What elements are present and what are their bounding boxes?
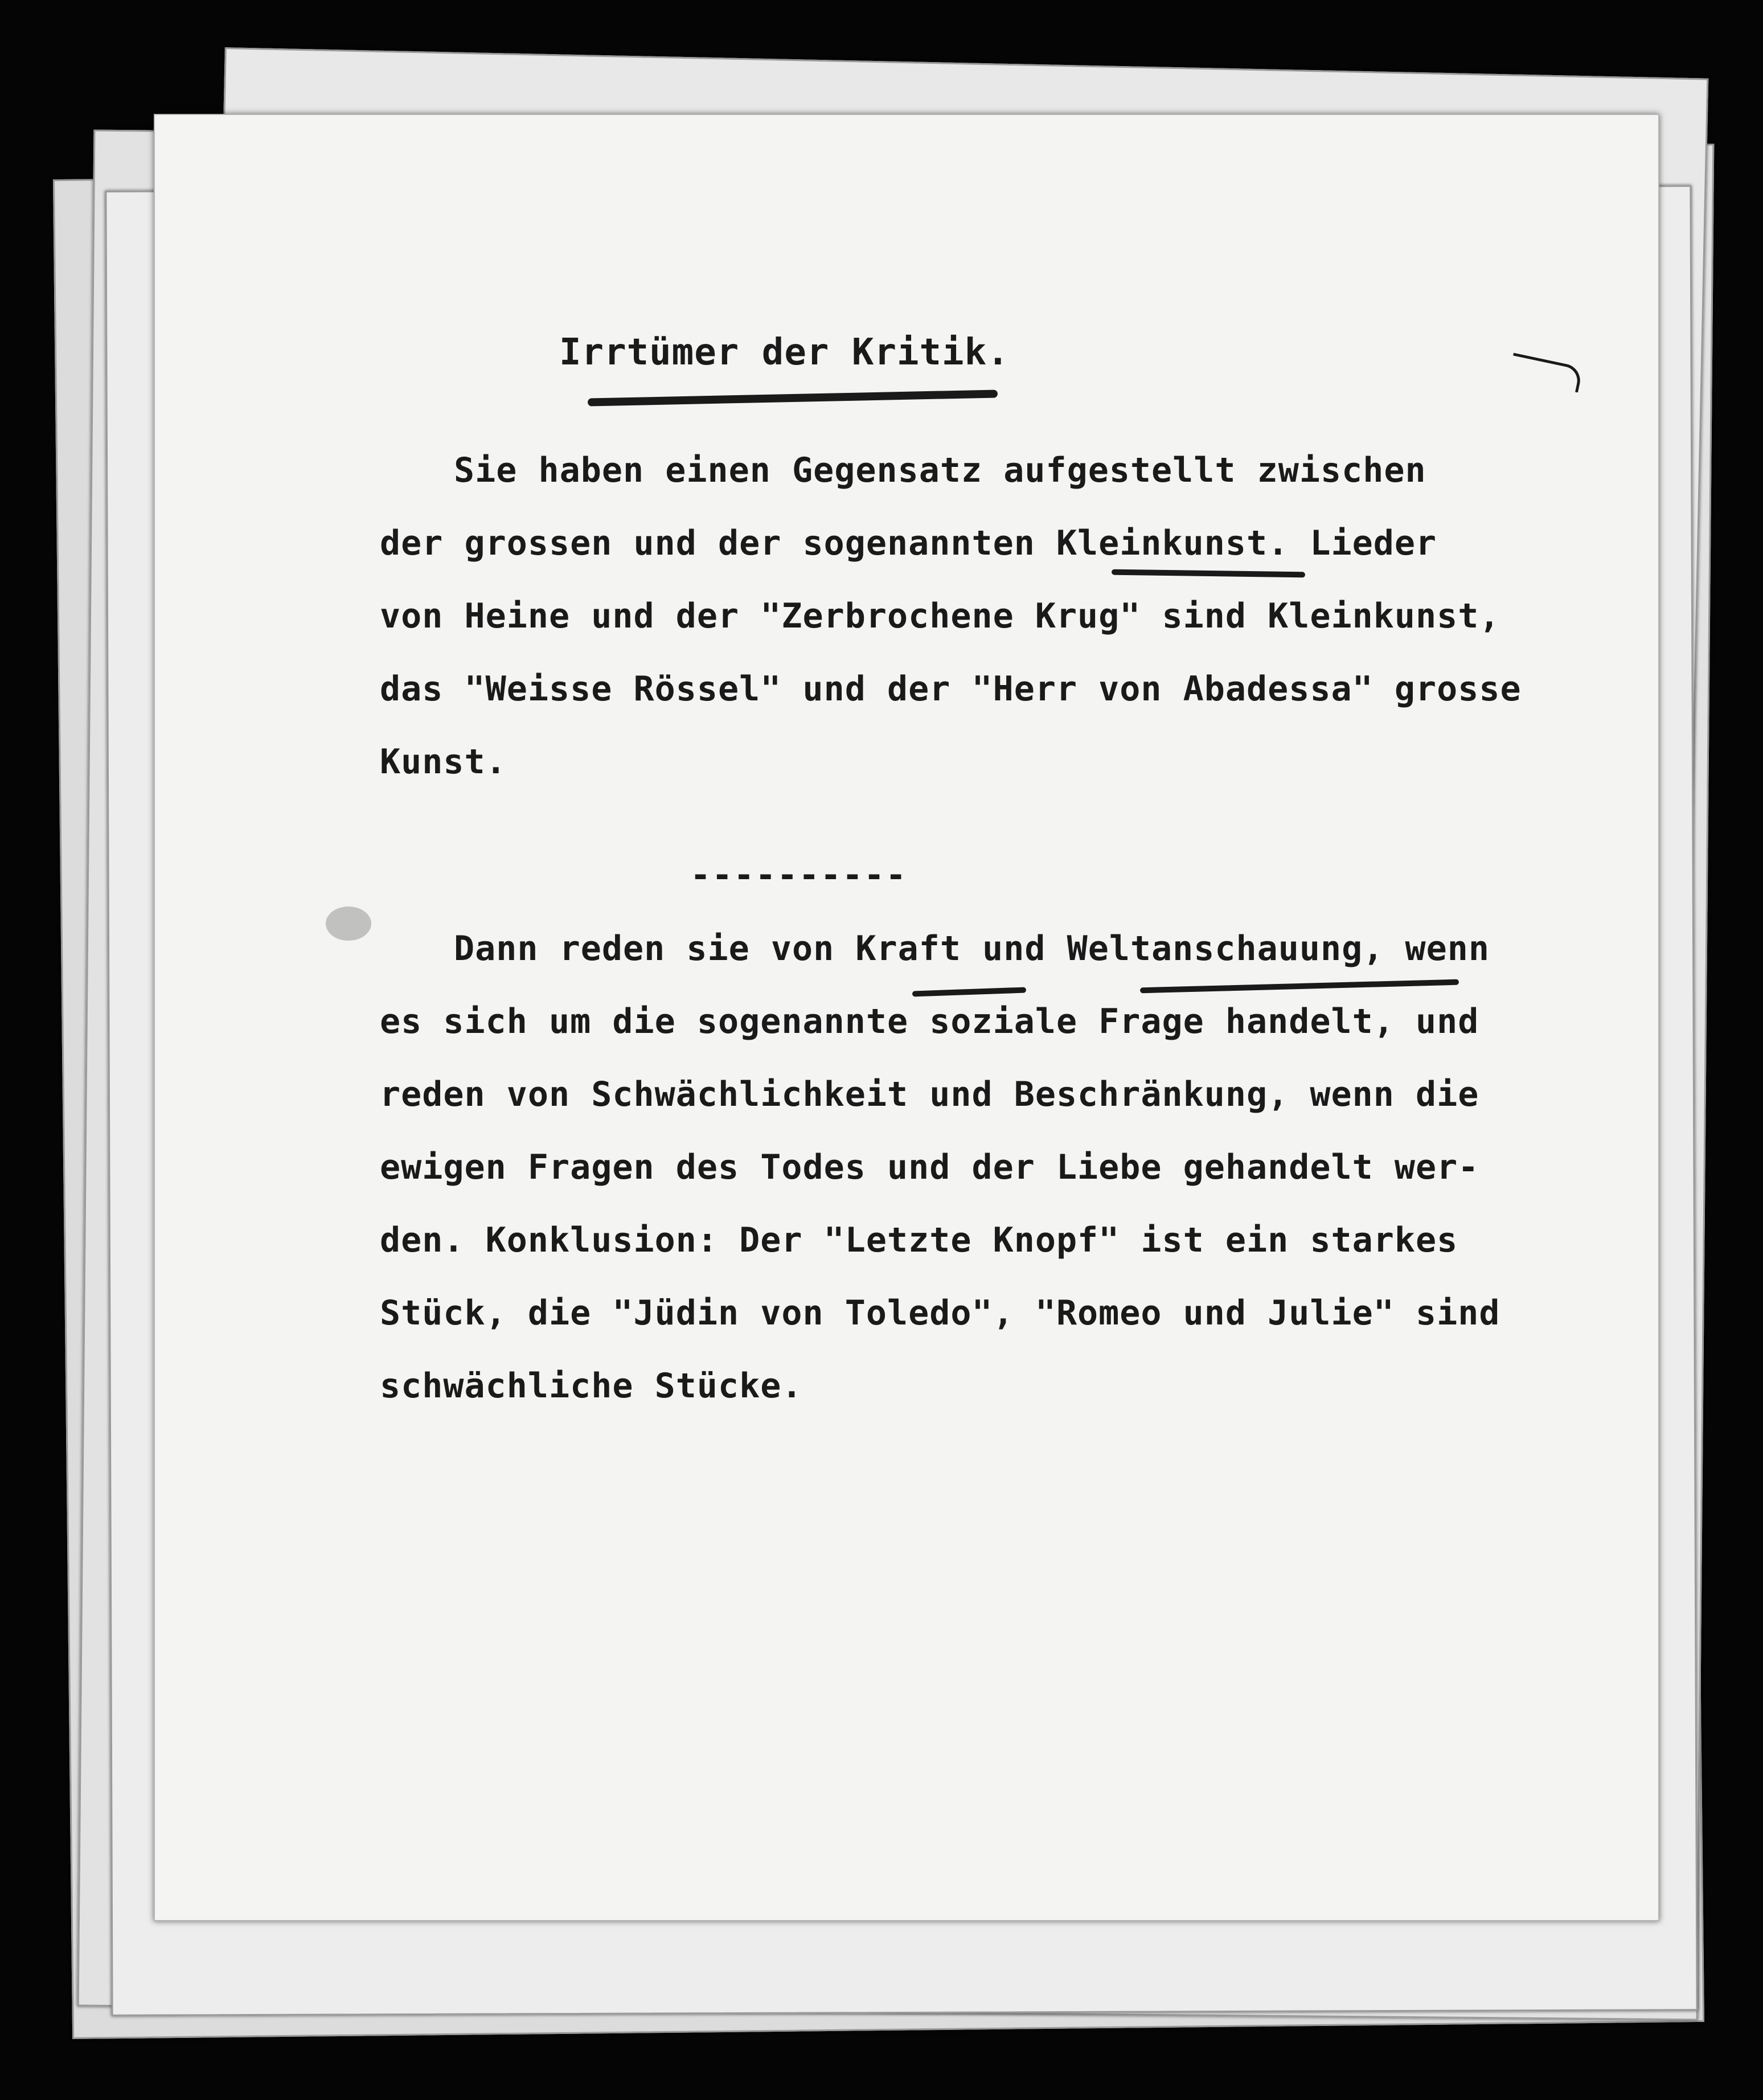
paragraph-2-line: Stück, die "Jüdin von Toledo", "Romeo und Julie" sind	[380, 1293, 1500, 1333]
title-underline	[588, 389, 998, 406]
typed-page	[154, 114, 1659, 1921]
ink-smudge	[326, 907, 371, 941]
paragraph-2	[380, 912, 1500, 1422]
paragraph-1-line: das "Weisse Rössel" und der "Herr von Abadessa" grosse	[380, 669, 1522, 709]
paragraph-1-line: Kunst.	[380, 742, 507, 782]
paragraph-1-line: Sie haben einen Gegensatz aufgestellt zwischen	[454, 450, 1426, 490]
paragraph-2-line: den. Konklusion: Der "Letzte Knopf" ist ein starkes	[380, 1220, 1458, 1260]
page-content	[155, 115, 1658, 1920]
page-title: Irrtümer der Kritik.	[559, 331, 1010, 374]
paragraph-2-line: schwächliche Stücke.	[380, 1366, 803, 1406]
paragraph-1	[380, 434, 1522, 798]
section-separator: ----------	[690, 855, 908, 895]
paragraph-1-line: von Heine und der "Zerbrochene Krug" sind Kleinkunst,	[380, 596, 1500, 636]
paragraph-2-line: ewigen Fragen des Todes und der Liebe gehandelt wer-	[380, 1147, 1479, 1187]
paragraph-2-line: Dann reden sie von Kraft und Weltanschauung, wenn	[454, 929, 1490, 969]
paragraph-1-line: der grossen und der sogenannten Kleinkunst. Lieder	[380, 523, 1437, 563]
pen-mark	[1508, 352, 1584, 392]
paragraph-2-line: es sich um die sogenannte soziale Frage handelt, und	[380, 1002, 1479, 1041]
paragraph-2-line: reden von Schwächlichkeit und Beschränkung, wenn die	[380, 1074, 1479, 1114]
